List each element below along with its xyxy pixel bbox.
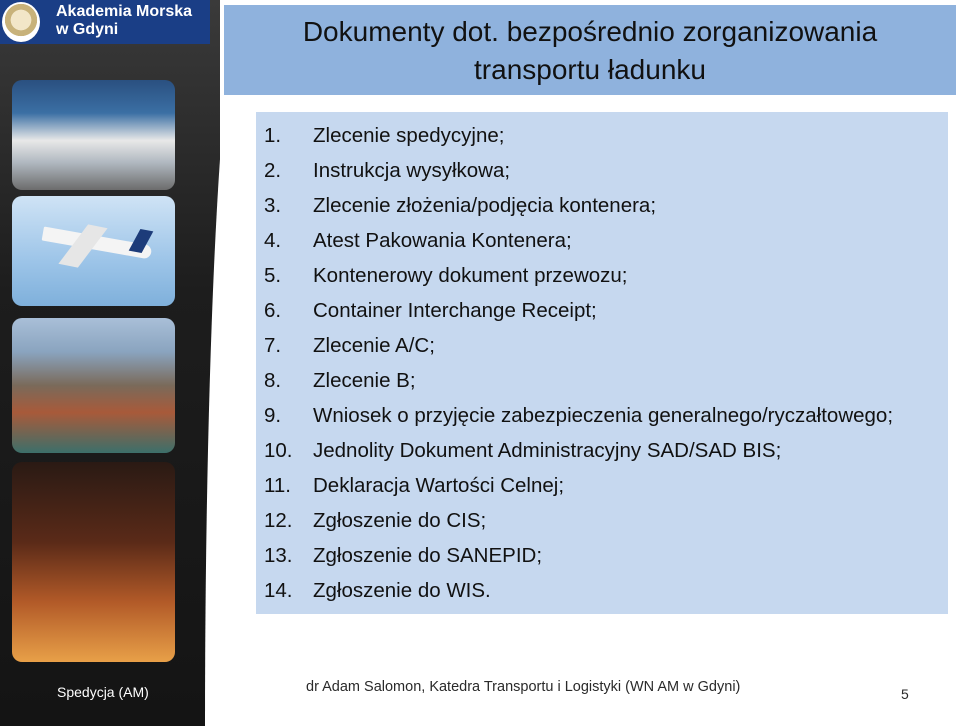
title-line-2: transportu ładunku	[474, 54, 706, 85]
item-number: 4.	[264, 229, 282, 252]
item-text: Atest Pakowania Kontenera;	[313, 229, 572, 252]
trucks-photo	[12, 80, 175, 190]
item-text: Deklaracja Wartości Celnej;	[313, 474, 565, 497]
item-number: 3.	[264, 194, 282, 217]
list-item	[264, 118, 893, 153]
item-number: 13.	[264, 544, 293, 567]
university-logo	[0, 0, 210, 44]
item-number: 1.	[264, 124, 282, 147]
item-text: Container Interchange Receipt;	[313, 299, 597, 322]
list-item	[264, 153, 893, 188]
title-banner	[224, 5, 956, 95]
footer-author: dr Adam Salomon, Katedra Transportu i Logistyki (WN AM w Gdyni)	[306, 679, 741, 695]
item-text: Zlecenie B;	[313, 369, 416, 392]
emblem-icon	[2, 2, 40, 42]
item-text: Jednolity Dokument Administracyjny SAD/SAD BIS;	[313, 439, 782, 462]
item-text: Zgłoszenie do WIS.	[313, 579, 491, 602]
list-item	[264, 503, 893, 538]
item-number: 11.	[264, 474, 291, 497]
list-item	[264, 188, 893, 223]
page-number: 5	[901, 686, 909, 702]
list-item	[264, 223, 893, 258]
list-item	[264, 293, 893, 328]
item-text: Zlecenie A/C;	[313, 334, 435, 357]
item-text: Kontenerowy dokument przewozu;	[313, 264, 628, 287]
item-text: Zlecenie złożenia/podjęcia kontenera;	[313, 194, 657, 217]
item-number: 12.	[264, 509, 293, 532]
list-item	[264, 433, 893, 468]
item-number: 10.	[264, 439, 293, 462]
item-number: 6.	[264, 299, 282, 322]
item-number: 7.	[264, 334, 282, 357]
list-item	[264, 398, 893, 433]
list-item	[264, 363, 893, 398]
logo-line-1: Akademia Morska	[56, 3, 193, 20]
list-item	[264, 328, 893, 363]
item-text: Zlecenie spedycyjne;	[313, 124, 505, 147]
item-number: 5.	[264, 264, 282, 287]
item-text: Wniosek o przyjęcie zabezpieczenia generalnego/ryczałtowego;	[313, 404, 894, 427]
item-text: Zgłoszenie do SANEPID;	[313, 544, 543, 567]
footer-course: Spedycja (AM)	[57, 684, 149, 700]
item-text: Zgłoszenie do CIS;	[313, 509, 487, 532]
title-line-1: Dokumenty dot. bezpośrednio zorganizowania	[302, 16, 878, 47]
list-item	[264, 538, 893, 573]
content-panel	[256, 112, 948, 614]
list-item	[264, 258, 893, 293]
document-list	[264, 118, 893, 608]
logo-line-2: w Gdyni	[56, 21, 119, 38]
item-number: 14.	[264, 579, 293, 602]
logo-text	[56, 3, 192, 39]
item-number: 8.	[264, 369, 282, 392]
list-item	[264, 573, 893, 608]
container-terminal-photo	[12, 318, 175, 453]
item-number: 2.	[264, 159, 282, 182]
port-night-photo	[12, 462, 175, 662]
airplane-photo	[12, 196, 175, 306]
item-number: 9.	[264, 404, 282, 427]
list-item	[264, 468, 893, 503]
slide-title	[224, 13, 956, 89]
item-text: Instrukcja wysyłkowa;	[313, 159, 511, 182]
